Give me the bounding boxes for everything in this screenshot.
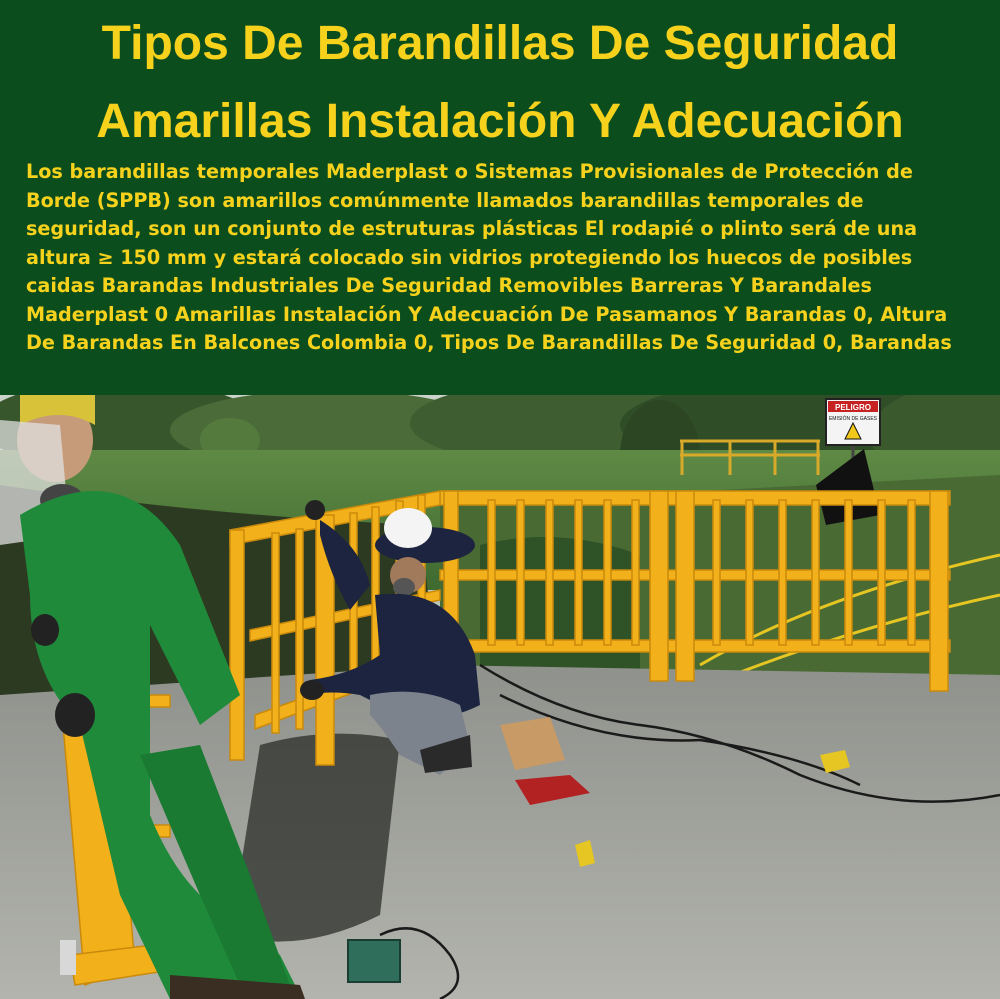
description-line: altura ≥ 150 mm y estará colocado sin vidrios protegiendo los huecos de posibles [26,245,913,269]
spray-can [60,940,76,975]
headline-line-1: Tipos De Barandillas De Seguridad [101,17,899,70]
description-line: caidas Barandas Industriales De Seguridad Removibles Barreras Y Barandales [26,274,872,297]
headline-line-2: Amarillas Instalación Y Adecuación [96,95,904,148]
work-glove [55,693,95,737]
description-line: Maderplast 0 Amarillas Instalación Y Adecuación De Pasamanos Y Barandas 0, Altura [26,302,948,326]
description-line: Los barandillas temporales Maderplast o Sistemas Provisionales de Protección de [26,160,913,183]
power-strip [348,940,400,982]
bush [480,537,640,675]
sign-subtitle: EMISIÓN DE GASES [828,416,878,422]
white-helmet [384,508,432,548]
description-paragraph [26,158,991,358]
header-banner [0,0,1000,395]
description-line: De Barandas En Balcones Colombia 0, Tipos De Barandillas De Seguridad 0, Barandas [26,331,952,354]
description-line: Borde (SPPB) son amarillos comúnmente llamados barandillas temporales de [26,188,864,212]
installation-photo [0,395,1000,999]
photo-illustration [0,395,1000,999]
sign-title: PELIGRO [834,403,872,412]
description-line: seguridad, son un conjunto de estruturas plásticas El rodapié o plinto será de una [26,217,918,240]
